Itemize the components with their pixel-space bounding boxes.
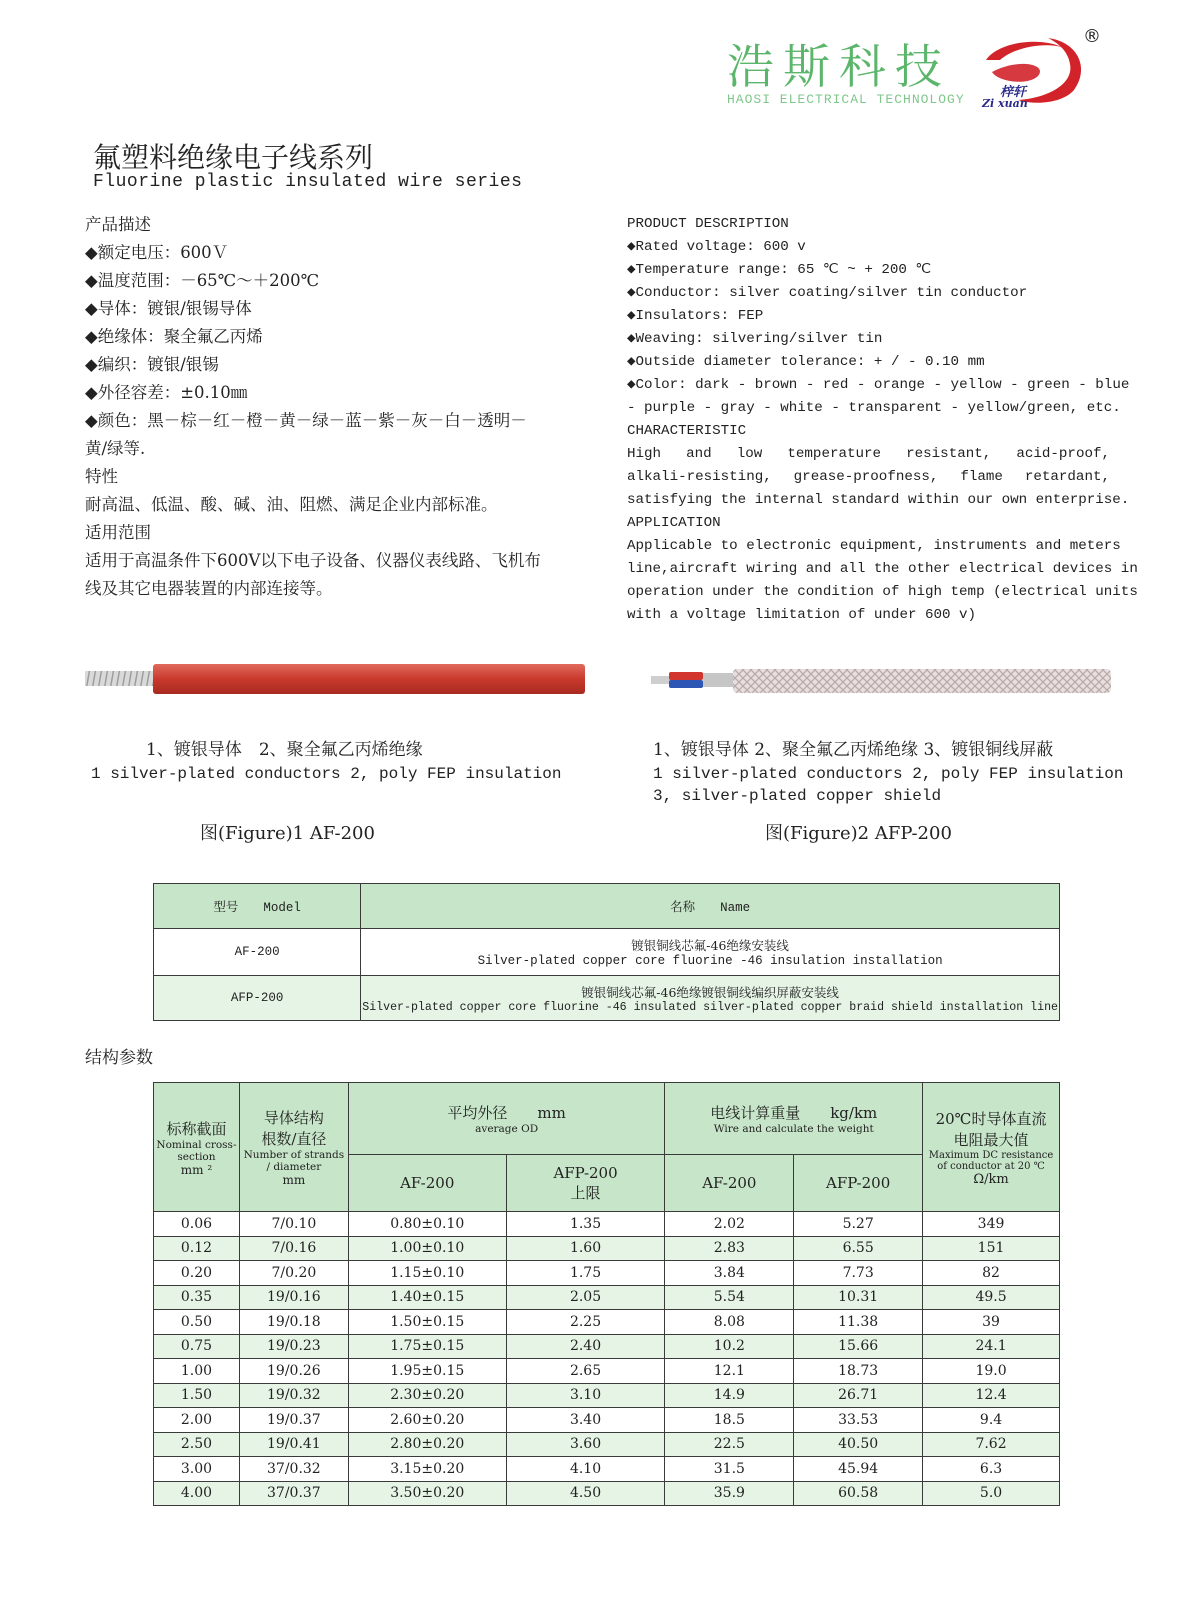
char-en-line: alkali-resisting, grease-proofness, flame retardant, [627,469,1110,485]
desc-cn-item: 黄/绿等. [85,439,146,458]
resistance-cell: 151 [923,1236,1060,1261]
brand-name-cn: 浩斯科技 [727,40,951,95]
strand-cell: 7/0.10 [239,1212,348,1237]
strand-cell: 19/0.41 [239,1432,348,1457]
strand-cell: 19/0.23 [239,1334,348,1359]
od-afp-cell: 1.35 [506,1212,665,1237]
description-en [627,213,1138,627]
strand-cell: 19/0.37 [239,1408,348,1433]
resistance-cell: 6.3 [923,1457,1060,1482]
table-row [154,1212,1060,1237]
series-title-cn: 氟塑料绝缘电子线系列 [93,141,374,174]
section-header-en: Nominal cross-section [156,1138,237,1163]
strand-header-unit: mm [282,1173,306,1187]
desc-cn-item: ◆颜色：黑－棕－红－橙－黄－绿－蓝－紫－灰－白－透明－ [85,411,527,430]
figure1-caption-en: 1 silver-plated conductors 2, poly FEP insulation [91,765,562,783]
section-cell: 1.50 [154,1383,240,1408]
logo-text-cn: 梓轩 [1000,85,1027,100]
name-cn: 镀银铜线芯氟-46绝缘安装线 [631,938,789,953]
strand-header [239,1083,348,1212]
weight-af-cell: 2.83 [665,1236,794,1261]
resistance-cell: 19.0 [923,1359,1060,1384]
strand-cell: 7/0.20 [239,1261,348,1286]
table-row [154,1457,1060,1482]
weight-afp-cell: 10.31 [794,1285,923,1310]
description-cn [85,211,590,603]
figure2-caption-en-2: 3, silver-plated copper shield [653,787,942,805]
name-en: Silver-plated copper core fluorine -46 insulated silver-plated copper braid shield installation line [362,1000,1058,1014]
desc-cn-heading: 产品描述 [85,215,151,234]
desc-en-item: ◆Weaving: silvering/silver tin [627,331,883,347]
char-en-line: High and low temperature resistant, acid-proof, [627,446,1110,462]
od-af-cell: 1.15±0.10 [348,1261,506,1286]
weight-afp-cell: 15.66 [794,1334,923,1359]
weight-af-cell: 2.02 [665,1212,794,1237]
figure1-label: 图(Figure)1 AF-200 [200,823,375,844]
strand-header-cn2: 根数/直径 [261,1130,327,1148]
resistance-header-cn2: 电阻最大值 [953,1130,1029,1149]
desc-en-item: ◆Outside diameter tolerance: + / - 0.10 mm [627,354,985,370]
section-cell: 0.35 [154,1285,240,1310]
resistance-header [923,1083,1060,1212]
app-en-line: line,aircraft wiring and all the other electrical devices in [627,561,1138,577]
figure2-label: 图(Figure)2 AFP-200 [765,823,952,844]
weight-af-cell: 10.2 [665,1334,794,1359]
strand-cell: 19/0.18 [239,1310,348,1335]
weight-afp-cell: 60.58 [794,1481,923,1506]
zixuan-logo [978,28,1103,110]
model-header: 型号 Model [154,884,361,929]
model-cell: AF-200 [154,929,361,976]
series-title-en: Fluorine plastic insulated wire series [93,172,523,192]
od-header-en: average OD [475,1123,539,1135]
weight-af-cell: 8.08 [665,1310,794,1335]
resistance-cell: 82 [923,1261,1060,1286]
od-af-cell: 1.95±0.15 [348,1359,506,1384]
structure-parameters-label: 结构参数 [85,1048,153,1068]
weight-af-header: AF-200 [665,1155,794,1212]
resistance-cell: 349 [923,1212,1060,1237]
weight-afp-cell: 33.53 [794,1408,923,1433]
table-row [154,1285,1060,1310]
section-cell: 0.06 [154,1212,240,1237]
section-header [154,1083,240,1212]
desc-en-item: ◆Temperature range: 65 ℃ ~ + 200 ℃ [627,262,932,278]
desc-en-item: - purple - gray - white - transparent - yellow/green, etc. [627,400,1121,416]
weight-afp-cell: 5.27 [794,1212,923,1237]
app-cn-line: 线及其它电器装置的内部连接等。 [85,579,333,598]
table-row [154,976,1060,1021]
od-afp-cell: 2.05 [506,1285,665,1310]
resistance-cell: 5.0 [923,1481,1060,1506]
od-af-cell: 1.75±0.15 [348,1334,506,1359]
resistance-cell: 39 [923,1310,1060,1335]
desc-cn-item: ◆额定电压：600Ｖ [85,243,229,262]
weight-af-cell: 18.5 [665,1408,794,1433]
name-header: 名称 Name [361,884,1060,929]
weight-af-cell: 31.5 [665,1457,794,1482]
resistance-cell: 9.4 [923,1408,1060,1433]
od-af-cell: 1.00±0.10 [348,1236,506,1261]
weight-afp-cell: 26.71 [794,1383,923,1408]
table-row [154,1432,1060,1457]
af200-cable-image [85,662,585,696]
section-cell: 0.12 [154,1236,240,1261]
weight-af-cell: 12.1 [665,1359,794,1384]
section-cell: 2.00 [154,1408,240,1433]
od-afp-cell: 2.25 [506,1310,665,1335]
section-header-cn: 标称截面 [166,1119,227,1138]
weight-header-en: Wire and calculate the weight [713,1123,874,1135]
section-cell: 0.75 [154,1334,240,1359]
weight-af-cell: 22.5 [665,1432,794,1457]
model-cell: AFP-200 [154,976,361,1021]
strand-cell: 19/0.16 [239,1285,348,1310]
section-cell: 4.00 [154,1481,240,1506]
weight-header [665,1083,923,1155]
weight-afp-cell: 7.73 [794,1261,923,1286]
table-row [154,1359,1060,1384]
table-row [154,1334,1060,1359]
od-afp-cell: 3.60 [506,1432,665,1457]
section-cell: 3.00 [154,1457,240,1482]
od-af-cell: 3.50±0.20 [348,1481,506,1506]
table-row [154,1481,1060,1506]
figure2-caption-cn: 1、镀银导体 2、聚全氟乙丙烯绝缘 3、镀银铜线屏蔽 [653,740,1054,760]
strand-cell: 7/0.16 [239,1236,348,1261]
resistance-cell: 24.1 [923,1334,1060,1359]
registered-mark: ® [1083,28,1101,47]
desc-en-item: ◆Color: dark - brown - red - orange - yellow - green - blue [627,377,1130,393]
weight-af-cell: 14.9 [665,1383,794,1408]
name-en: Silver-plated copper core fluorine -46 insulation installation [477,954,943,968]
od-afp-cell: 3.10 [506,1383,665,1408]
app-en-line: Applicable to electronic equipment, instruments and meters [627,538,1121,554]
name-cn: 镀银铜线芯氟-46绝缘镀银铜线编织屏蔽安装线 [581,984,839,1000]
figure2-caption-en: 1 silver-plated conductors 2, poly FEP insulation [653,765,1124,783]
od-af-cell: 2.80±0.20 [348,1432,506,1457]
od-af-cell: 1.50±0.15 [348,1310,506,1335]
desc-en-item: ◆Rated voltage: 600 v [627,239,806,255]
name-cell [361,929,1060,976]
afp200-cable-image [651,666,1111,696]
app-en-heading: APPLICATION [627,515,721,531]
od-afp-cell: 3.40 [506,1408,665,1433]
strand-cell: 19/0.26 [239,1359,348,1384]
od-af-cell: 2.30±0.20 [348,1383,506,1408]
od-af-header: AF-200 [348,1155,506,1212]
od-afp-cell: 4.50 [506,1481,665,1506]
char-cn-heading: 特性 [85,467,118,486]
weight-afp-cell: 18.73 [794,1359,923,1384]
od-afp-header: AFP-200 上限 [506,1155,665,1212]
desc-cn-item: ◆外径容差：±0.10㎜ [85,383,248,402]
section-cell: 0.50 [154,1310,240,1335]
resistance-cell: 12.4 [923,1383,1060,1408]
section-header-unit: mm ² [180,1162,213,1177]
resistance-header-en: Maximum DC resistance of conductor at 20 ℃ [928,1149,1054,1172]
logo-text-en: Zi xuan [982,97,1028,110]
name-cell [361,976,1060,1021]
brand-name-en: HAOSI ELECTRICAL TECHNOLOGY [727,92,965,107]
desc-en-item: ◆Insulators: FEP [627,308,764,324]
weight-afp-cell: 45.94 [794,1457,923,1482]
app-cn-heading: 适用范围 [85,523,151,542]
weight-af-cell: 35.9 [665,1481,794,1506]
od-afp-cell: 1.75 [506,1261,665,1286]
figure1-caption-cn: 1、镀银导体 2、聚全氟乙丙烯绝缘 [146,740,423,760]
spec-table [153,1082,1060,1506]
table-row [154,1236,1060,1261]
od-afp-cell: 2.40 [506,1334,665,1359]
table-row [154,1408,1060,1433]
weight-af-cell: 5.54 [665,1285,794,1310]
model-table [153,883,1060,1021]
weight-afp-cell: 6.55 [794,1236,923,1261]
od-af-cell: 3.15±0.20 [348,1457,506,1482]
char-en-line: satisfying the internal standard within our own enterprise. [627,492,1130,508]
strand-cell: 37/0.32 [239,1457,348,1482]
table-row [154,1383,1060,1408]
desc-cn-item: ◆导体：镀银/银锡导体 [85,299,252,318]
od-afp-cell: 2.65 [506,1359,665,1384]
od-af-cell: 2.60±0.20 [348,1408,506,1433]
resistance-cell: 49.5 [923,1285,1060,1310]
desc-en-heading: PRODUCT DESCRIPTION [627,216,789,232]
app-en-line: operation under the condition of high temp (electrical units [627,584,1138,600]
resistance-cell: 7.62 [923,1432,1060,1457]
weight-afp-header: AFP-200 [794,1155,923,1212]
resistance-header-unit: Ω/km [973,1171,1009,1187]
app-cn-line: 适用于高温条件下600V以下电子设备、仪器仪表线路、飞机布 [85,551,541,570]
desc-cn-item: ◆编织：镀银/银锡 [85,355,219,374]
char-cn-text: 耐高温、低温、酸、碱、油、阻燃、满足企业内部标准。 [85,495,498,514]
section-cell: 0.20 [154,1261,240,1286]
table-row [154,1261,1060,1286]
weight-header-cn: 电线计算重量 kg/km [710,1104,878,1122]
od-afp-cell: 1.60 [506,1236,665,1261]
od-header-cn: 平均外径 mm [447,1104,566,1122]
od-af-cell: 1.40±0.15 [348,1285,506,1310]
od-af-cell: 0.80±0.10 [348,1212,506,1237]
app-en-line: with a voltage limitation of under 600 v) [627,607,977,623]
desc-cn-item: ◆温度范围：－65℃～＋200℃ [85,271,320,290]
od-afp-cell: 4.10 [506,1457,665,1482]
table-row [154,929,1060,976]
weight-afp-cell: 11.38 [794,1310,923,1335]
weight-afp-cell: 40.50 [794,1432,923,1457]
table-row [154,1310,1060,1335]
strand-header-cn: 导体结构 [263,1109,324,1127]
weight-af-cell: 3.84 [665,1261,794,1286]
char-en-heading: CHARACTERISTIC [627,423,747,439]
strand-cell: 37/0.37 [239,1481,348,1506]
desc-en-item: ◆Conductor: silver coating/silver tin conductor [627,285,1028,301]
section-cell: 1.00 [154,1359,240,1384]
section-cell: 2.50 [154,1432,240,1457]
strand-header-en: Number of strands / diameter [243,1149,345,1173]
resistance-header-cn: 20℃时导体直流 [935,1109,1047,1128]
desc-cn-item: ◆绝缘体：聚全氟乙丙烯 [85,327,263,346]
od-header [348,1083,665,1155]
strand-cell: 19/0.32 [239,1383,348,1408]
